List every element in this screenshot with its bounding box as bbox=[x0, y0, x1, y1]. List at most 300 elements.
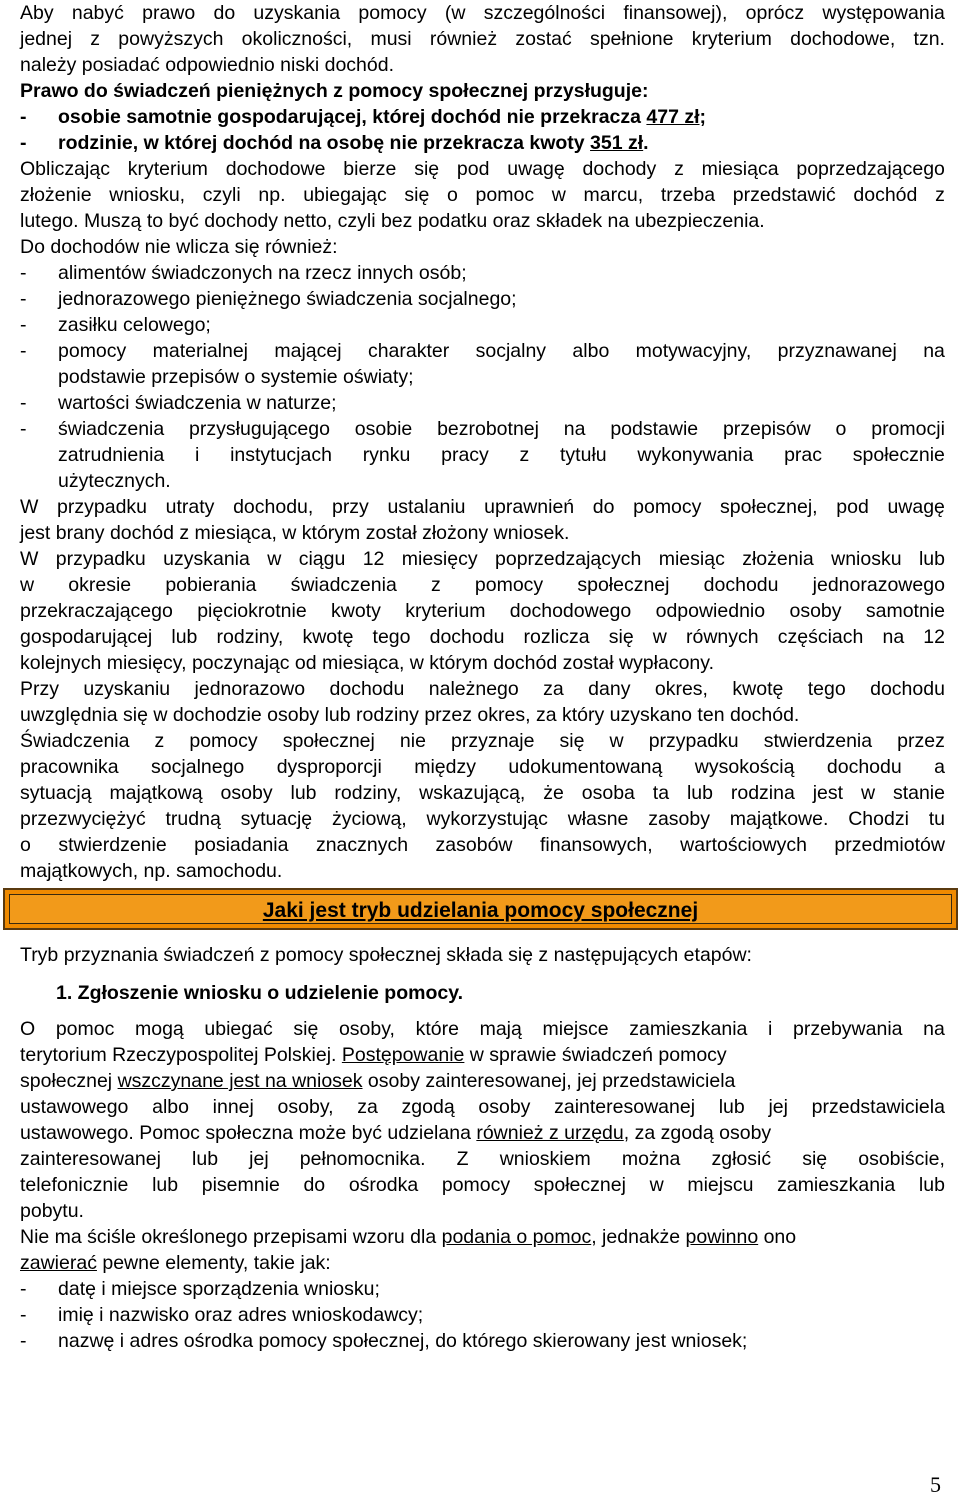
word: się bbox=[802, 1148, 828, 1170]
word: lub bbox=[290, 782, 317, 804]
word: telefonicznie bbox=[20, 1174, 129, 1196]
word: osoba bbox=[581, 782, 635, 804]
text: użytecznych. bbox=[58, 470, 171, 492]
text: lutego. Muszą to być dochody netto, czyli bez podatku oraz składek na ubezpieczenia. bbox=[20, 210, 765, 232]
word: społecznej bbox=[533, 1174, 626, 1196]
word: szczególności bbox=[483, 2, 606, 24]
word: kwotę bbox=[732, 678, 784, 700]
bullet-dash: - bbox=[20, 262, 27, 284]
word: pomocy bbox=[358, 2, 427, 24]
word: uzyskaniu bbox=[83, 678, 171, 700]
word: zostać bbox=[515, 28, 572, 50]
word: się bbox=[608, 626, 634, 648]
word: dysproporcji bbox=[276, 756, 382, 778]
word: kryterium bbox=[405, 600, 486, 622]
word: nabyć bbox=[71, 2, 124, 24]
text: Nie ma ściśle określonego przepisami wzoru dla bbox=[20, 1226, 442, 1248]
word: Aby bbox=[20, 2, 54, 24]
word: (w bbox=[444, 2, 466, 24]
word: dochodu bbox=[870, 678, 945, 700]
word: W bbox=[20, 496, 39, 518]
word: rozlicza bbox=[523, 626, 590, 648]
text: społecznej bbox=[20, 1070, 118, 1092]
word: samotnie bbox=[865, 600, 945, 622]
word: przedstawić bbox=[732, 184, 836, 206]
text: datę i miejsce sporządzenia wniosku; bbox=[58, 1278, 380, 1300]
word: majątkowe. bbox=[729, 808, 829, 830]
word: innej bbox=[212, 1096, 254, 1118]
paragraph-line bbox=[20, 208, 945, 234]
word: Z bbox=[456, 1148, 469, 1170]
word: O bbox=[20, 1018, 36, 1040]
word: kryterium bbox=[691, 28, 772, 50]
word: złożenie bbox=[20, 184, 92, 206]
word: wartościowych bbox=[680, 834, 807, 856]
word: osoby bbox=[478, 1096, 531, 1118]
word: bierze bbox=[343, 158, 397, 180]
word: zamieszkania bbox=[777, 1174, 896, 1196]
word: wskazującą, bbox=[419, 782, 526, 804]
list-item bbox=[20, 416, 945, 442]
step-heading bbox=[56, 980, 936, 1006]
list-item bbox=[20, 338, 945, 364]
word: i bbox=[768, 1018, 773, 1040]
word: za bbox=[357, 1096, 378, 1118]
word: w bbox=[860, 782, 876, 804]
word: Świadczenia bbox=[20, 730, 130, 752]
bullet-dash: - bbox=[20, 132, 27, 154]
word: pomocy bbox=[189, 730, 258, 752]
word: kryterium bbox=[127, 158, 208, 180]
word: powyższych bbox=[118, 28, 224, 50]
word: tu bbox=[928, 808, 945, 830]
word: społecznej bbox=[282, 730, 375, 752]
word: ubiegać bbox=[204, 1018, 273, 1040]
exclusions-heading bbox=[20, 234, 945, 260]
word: jednej bbox=[20, 28, 73, 50]
word: jednorazowego bbox=[812, 574, 945, 596]
paragraph-line bbox=[20, 1094, 945, 1120]
word: lub bbox=[192, 1148, 219, 1170]
word: promocji bbox=[871, 418, 945, 440]
text: wartości świadczenia w naturze; bbox=[58, 392, 337, 414]
paragraph-line bbox=[20, 650, 945, 676]
word: zatrudnienia bbox=[58, 444, 165, 466]
word: w bbox=[609, 730, 624, 752]
word: pomocy bbox=[633, 496, 702, 518]
word: z bbox=[935, 184, 945, 206]
word: miesiąca bbox=[701, 158, 779, 180]
text: rodzinie, w której dochód na osobę nie przekracza kwoty bbox=[58, 132, 591, 154]
word: społecznej, bbox=[720, 496, 818, 518]
word: oprócz bbox=[745, 2, 805, 24]
word: okresie bbox=[68, 574, 132, 596]
paragraph-line bbox=[20, 1042, 945, 1068]
word: dochodowe, bbox=[790, 28, 896, 50]
word: albo bbox=[572, 340, 610, 362]
list-item-continuation bbox=[20, 364, 945, 390]
paragraph-line bbox=[20, 806, 945, 832]
paragraph-line bbox=[20, 1250, 945, 1276]
word: równych bbox=[686, 626, 759, 648]
word: lub bbox=[686, 782, 713, 804]
paragraph-line bbox=[20, 676, 945, 702]
word: w bbox=[652, 626, 667, 648]
word: wnioskiem bbox=[499, 1148, 591, 1170]
list-item bbox=[20, 104, 945, 130]
bullet-dash: - bbox=[20, 418, 27, 440]
word: marcu, bbox=[583, 184, 644, 206]
word: dany bbox=[588, 678, 631, 700]
paragraph-line bbox=[20, 624, 945, 650]
word: pracownika bbox=[20, 756, 119, 778]
paragraph-line bbox=[20, 546, 945, 572]
word: trzeba bbox=[660, 184, 716, 206]
word: i bbox=[194, 444, 200, 466]
text: pewne elementy, takie jak: bbox=[96, 1252, 331, 1274]
word: znacznych bbox=[315, 834, 409, 856]
word: dochodu, bbox=[233, 496, 314, 518]
paragraph-line bbox=[20, 702, 945, 728]
word: w bbox=[551, 184, 566, 206]
word: w bbox=[267, 548, 282, 570]
word: tego bbox=[807, 678, 846, 700]
text: . bbox=[643, 132, 649, 154]
paragraph-line bbox=[20, 182, 945, 208]
list-item bbox=[20, 1302, 945, 1328]
text: jednorazowego pieniężnego świadczenia socjalnego; bbox=[58, 288, 517, 310]
text: imię i nazwisko oraz adres wnioskodawcy; bbox=[58, 1304, 424, 1326]
word: przezwyciężyć bbox=[20, 808, 146, 830]
word: przez bbox=[897, 730, 945, 752]
bullet-dash: - bbox=[20, 106, 27, 128]
word: majątkową bbox=[109, 782, 203, 804]
paragraph-line bbox=[20, 1146, 945, 1172]
word: do bbox=[303, 1174, 326, 1196]
word: okres, bbox=[654, 678, 708, 700]
word: lub bbox=[152, 1174, 179, 1196]
paragraph-line bbox=[20, 858, 945, 884]
word: uwagę bbox=[507, 158, 565, 180]
paragraph-line bbox=[20, 156, 945, 182]
word: ta bbox=[652, 782, 670, 804]
word: bezrobotnej bbox=[437, 418, 539, 440]
word: przypadku bbox=[55, 548, 146, 570]
word: finansowej), bbox=[623, 2, 728, 24]
word: na bbox=[882, 626, 905, 648]
word: przyznawanej bbox=[777, 340, 897, 362]
word: albo bbox=[152, 1096, 189, 1118]
text: Jaki jest tryb udzielania pomocy społecznej bbox=[262, 899, 699, 922]
list-item bbox=[20, 312, 945, 338]
word: że bbox=[543, 782, 564, 804]
word: lub bbox=[918, 1174, 945, 1196]
text: osoby zainteresowanej, jej przedstawiciela bbox=[362, 1070, 736, 1092]
paragraph-line bbox=[20, 832, 945, 858]
word: jej bbox=[249, 1148, 269, 1170]
word: pod bbox=[836, 496, 869, 518]
word: stwierdzenia bbox=[763, 730, 873, 752]
list-item bbox=[20, 390, 945, 416]
section-intro bbox=[20, 942, 945, 968]
word: przyznaje bbox=[451, 730, 535, 752]
word: należnego bbox=[428, 678, 519, 700]
word: wysokością bbox=[694, 756, 795, 778]
word: prac bbox=[784, 444, 823, 466]
word: gospodarującej bbox=[20, 626, 153, 648]
paragraph-line bbox=[20, 572, 945, 598]
word: wykonywania bbox=[637, 444, 754, 466]
text: pobytu. bbox=[20, 1200, 84, 1222]
income-rule-heading bbox=[20, 78, 945, 104]
word: pomocy bbox=[58, 340, 127, 362]
word: przedstawiciela bbox=[811, 1096, 945, 1118]
word: pomocy bbox=[441, 1174, 511, 1196]
word: zainteresowanej bbox=[554, 1096, 696, 1118]
text: podstawie przepisów o systemie oświaty; bbox=[58, 366, 414, 388]
text: alimentów świadczonych na rzecz innych osób; bbox=[58, 262, 467, 284]
word: osoby bbox=[220, 782, 273, 804]
word: życiową, bbox=[331, 808, 407, 830]
word: Obliczając bbox=[20, 158, 110, 180]
paragraph-line bbox=[20, 598, 945, 624]
word: mogą bbox=[134, 1018, 184, 1040]
word: socjalnego bbox=[151, 756, 245, 778]
paragraph-line bbox=[20, 728, 945, 754]
word: przebywania bbox=[793, 1018, 903, 1040]
text: nazwę i adres ośrodka pomocy społecznej, do którego skierowany jest wniosek; bbox=[58, 1330, 748, 1352]
word: instytucjach bbox=[230, 444, 332, 466]
word: zainteresowanej bbox=[20, 1148, 161, 1170]
word: przedmiotów bbox=[834, 834, 945, 856]
word: musi bbox=[370, 28, 412, 50]
word: tytułu bbox=[560, 444, 607, 466]
word: socjalny bbox=[475, 340, 547, 362]
word: materialnej bbox=[152, 340, 249, 362]
word: do bbox=[592, 496, 615, 518]
word: zasoby bbox=[648, 808, 710, 830]
text: Do dochodów nie wlicza się również: bbox=[20, 236, 338, 258]
word: spełnione bbox=[589, 28, 674, 50]
word: pracy bbox=[441, 444, 489, 466]
word: 12 bbox=[362, 548, 385, 570]
word: do bbox=[213, 2, 236, 24]
word: miejsce bbox=[542, 1018, 609, 1040]
list-item bbox=[20, 1276, 945, 1302]
word: występowania bbox=[822, 2, 945, 24]
word: kwoty bbox=[331, 600, 381, 622]
link-rowniez-z-urzedu[interactable]: również z urzędu bbox=[476, 1122, 624, 1144]
word: tego bbox=[372, 626, 411, 648]
word: uzyskania bbox=[253, 2, 341, 24]
word: trudną bbox=[165, 808, 221, 830]
word: utraty bbox=[165, 496, 215, 518]
word: dochodowe bbox=[225, 158, 326, 180]
word: posiadania bbox=[194, 834, 289, 856]
word: za bbox=[543, 678, 564, 700]
word: osoby bbox=[789, 600, 842, 622]
word: pomoc bbox=[55, 1018, 115, 1040]
paragraph-line bbox=[20, 1068, 945, 1094]
word: miesięcy bbox=[401, 548, 478, 570]
word: nie bbox=[399, 730, 426, 752]
word: dochodowego bbox=[509, 600, 632, 622]
word: własne bbox=[567, 808, 629, 830]
word: o bbox=[835, 418, 847, 440]
word: ustalaniu bbox=[387, 496, 466, 518]
link-wszczynane-na-wniosek[interactable]: wszczynane jest na wniosek bbox=[117, 1070, 363, 1092]
paragraph-line bbox=[20, 1016, 945, 1042]
list-item bbox=[20, 286, 945, 312]
section-title bbox=[5, 890, 956, 932]
word: rodziny, bbox=[216, 626, 284, 648]
bullet-dash: - bbox=[20, 392, 27, 414]
word: 12 bbox=[923, 626, 945, 648]
word: dochodu bbox=[826, 756, 902, 778]
paragraph-line bbox=[20, 0, 945, 26]
word: z bbox=[674, 158, 684, 180]
word: uzyskania bbox=[163, 548, 250, 570]
bullet-dash: - bbox=[20, 288, 27, 310]
word: finansowych, bbox=[539, 834, 653, 856]
word: osobiście, bbox=[858, 1148, 945, 1170]
word: na bbox=[923, 340, 945, 362]
word: prawo bbox=[142, 2, 196, 24]
word: Chodzi bbox=[848, 808, 909, 830]
text: , jednakże bbox=[591, 1226, 686, 1248]
word: przy bbox=[331, 496, 369, 518]
word: uprawnień bbox=[484, 496, 575, 518]
word: o bbox=[447, 184, 458, 206]
word: przepisów bbox=[722, 418, 811, 440]
word: zasobów bbox=[435, 834, 513, 856]
word: np. bbox=[258, 184, 286, 206]
text: kolejnych miesięcy, poczynając od miesiąca, w którym dochód został wypłacony. bbox=[20, 652, 714, 674]
word: częściach bbox=[777, 626, 864, 648]
word: poprzedzającego bbox=[796, 158, 945, 180]
word: stanie bbox=[892, 782, 945, 804]
word: osoby, bbox=[338, 1018, 395, 1040]
word: również bbox=[429, 28, 498, 50]
word: wykorzystując bbox=[426, 808, 548, 830]
word: uwagę bbox=[887, 496, 945, 518]
text: Prawo do świadczeń pieniężnych z pomocy społecznej przysługuje: bbox=[20, 80, 649, 102]
word: z bbox=[430, 574, 441, 596]
link-zawierac[interactable]: zawierać bbox=[20, 1252, 97, 1274]
word: lub bbox=[718, 1096, 745, 1118]
text: , za zgodą osoby bbox=[623, 1122, 772, 1144]
section-banner bbox=[3, 888, 958, 930]
link-postepowanie[interactable]: Postępowanie bbox=[341, 1044, 465, 1066]
word: ubiegając bbox=[303, 184, 387, 206]
word: które bbox=[415, 1018, 459, 1040]
word: ośrodka bbox=[348, 1174, 419, 1196]
word: dochodu bbox=[429, 626, 505, 648]
word: podstawie bbox=[610, 418, 699, 440]
word: rodzina bbox=[730, 782, 795, 804]
word: lub bbox=[918, 548, 945, 570]
word: osobie bbox=[354, 418, 413, 440]
list-item-continuation bbox=[20, 468, 945, 494]
paragraph-line bbox=[20, 1198, 945, 1224]
list-item-continuation bbox=[20, 442, 945, 468]
word: się bbox=[559, 730, 585, 752]
word: jej bbox=[768, 1096, 788, 1118]
text: uwzględnia się w dochodzie osoby lub rodziny przez okres, za który uzyskano ten dochód. bbox=[20, 704, 800, 726]
word: z bbox=[519, 444, 530, 466]
word: pomoc bbox=[475, 184, 535, 206]
word: zamieszkania bbox=[629, 1018, 748, 1040]
word: pięciokrotnie bbox=[197, 600, 307, 622]
list-item bbox=[20, 260, 945, 286]
word: w bbox=[649, 1174, 664, 1196]
paragraph-line bbox=[20, 1120, 945, 1146]
text: jest brany dochód z miesiąca, w którym został złożony wniosek. bbox=[20, 522, 570, 544]
list-item bbox=[20, 1328, 945, 1354]
word: ciągu bbox=[298, 548, 346, 570]
word: stwierdzenie bbox=[58, 834, 167, 856]
word: na bbox=[563, 418, 586, 440]
word: wniosku bbox=[831, 548, 902, 570]
word: okoliczności, bbox=[241, 28, 353, 50]
bullet-dash: - bbox=[20, 1330, 27, 1352]
word: się bbox=[414, 158, 440, 180]
word: lub bbox=[171, 626, 198, 648]
word: o bbox=[20, 834, 31, 856]
paragraph-line bbox=[20, 1224, 945, 1250]
bullet-dash: - bbox=[20, 314, 27, 336]
text: należy posiadać odpowiednio niski dochód. bbox=[20, 54, 395, 76]
paragraph-line bbox=[20, 754, 945, 780]
word: z bbox=[154, 730, 165, 752]
text: zasiłku celowego; bbox=[58, 314, 211, 336]
word: przysługującego bbox=[189, 418, 330, 440]
word: na bbox=[923, 1018, 945, 1040]
link-podania-o-pomoc[interactable]: podania o pomoc bbox=[441, 1226, 592, 1248]
word: zgłosić bbox=[711, 1148, 772, 1170]
word: pobierania bbox=[165, 574, 257, 596]
word: społecznej bbox=[577, 574, 670, 596]
word: rynku bbox=[362, 444, 411, 466]
word: mają bbox=[479, 1018, 522, 1040]
word: jednorazowo bbox=[194, 678, 306, 700]
word: przypadku bbox=[648, 730, 739, 752]
page-number: 5 bbox=[930, 1472, 941, 1497]
text: ono bbox=[758, 1226, 797, 1248]
paragraph-line bbox=[20, 52, 945, 78]
word: świadczenia bbox=[290, 574, 397, 596]
paragraph-line bbox=[20, 520, 945, 546]
word: pełnomocnika. bbox=[299, 1148, 426, 1170]
word: pomocy bbox=[474, 574, 544, 596]
text: terytorium Rzeczypospolitej Polskiej. bbox=[20, 1044, 342, 1066]
word: dochody bbox=[582, 158, 657, 180]
word: W bbox=[20, 548, 39, 570]
list-item bbox=[20, 130, 945, 156]
paragraph-line bbox=[20, 1172, 945, 1198]
word: poprzedzających bbox=[495, 548, 642, 570]
word: rodziny, bbox=[334, 782, 402, 804]
word: przypadku bbox=[57, 496, 148, 518]
word: z bbox=[90, 28, 101, 50]
word: między bbox=[414, 756, 477, 778]
word: społecznie bbox=[852, 444, 945, 466]
word: tzn. bbox=[913, 28, 945, 50]
text: ; bbox=[699, 106, 707, 128]
link-powinno[interactable]: powinno bbox=[685, 1226, 759, 1248]
paragraph-line bbox=[20, 26, 945, 52]
word: pisemnie bbox=[201, 1174, 280, 1196]
